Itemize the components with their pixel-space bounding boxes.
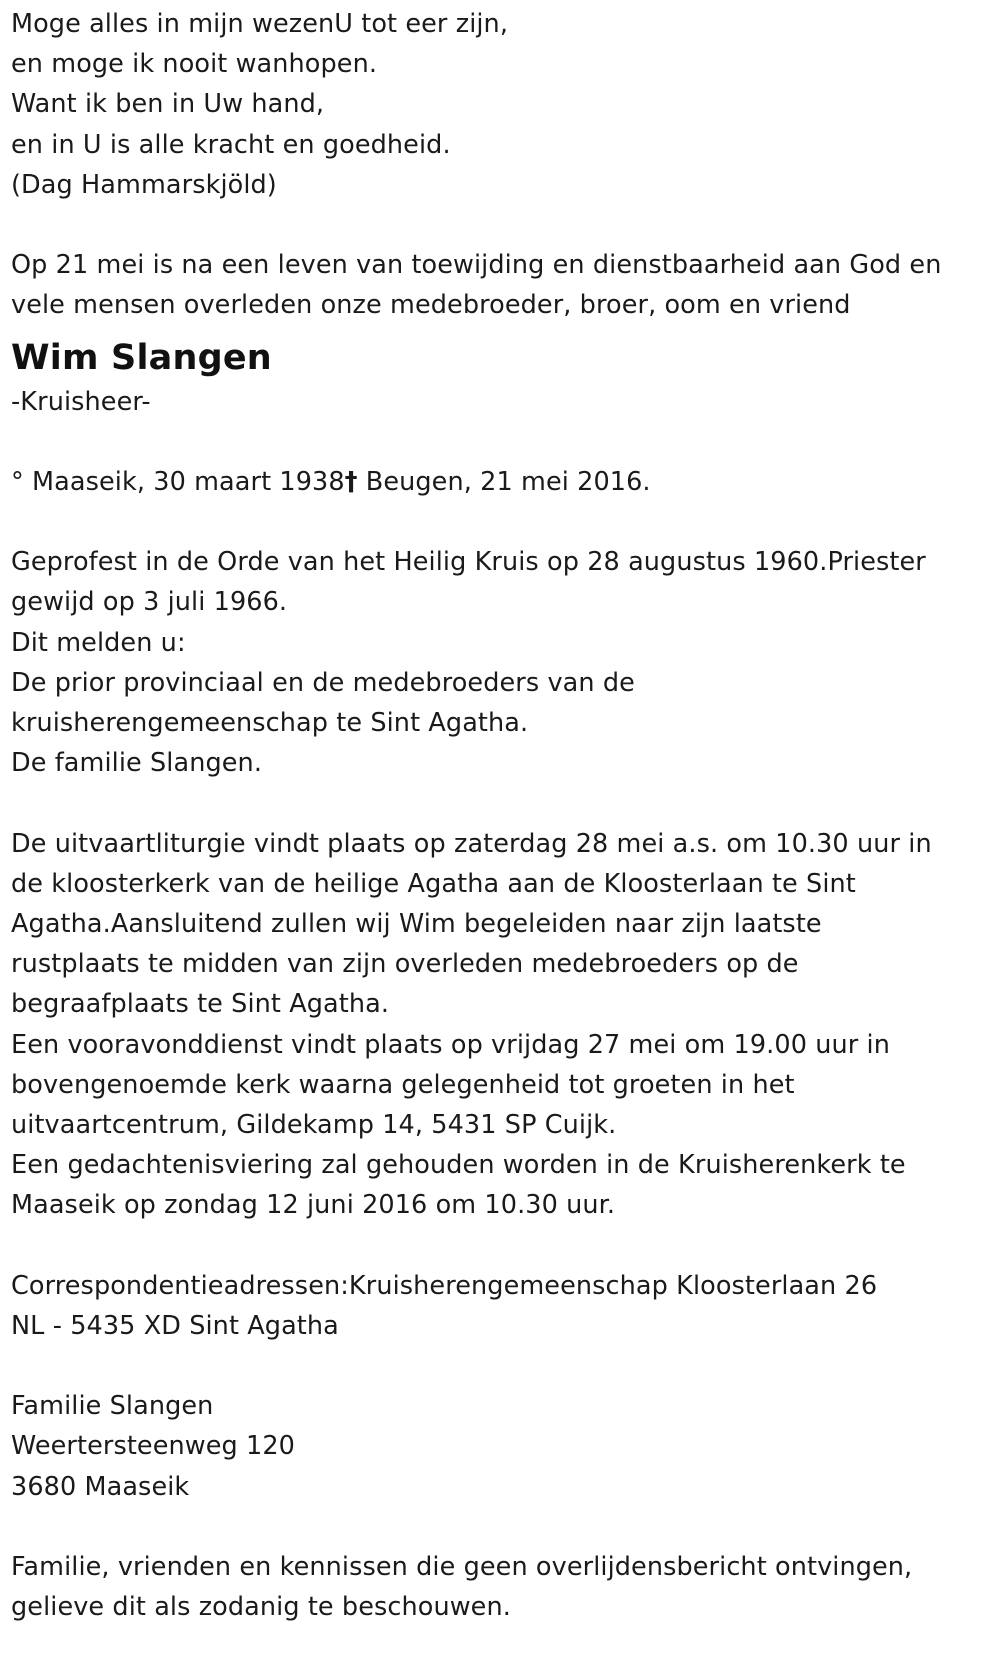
family-address-line: 3680 Maaseik: [11, 1471, 190, 1502]
poem-line: en in U is alle kracht en goedheid.: [11, 129, 451, 160]
intro-block: [11, 245, 986, 325]
deceased-name: Wim Slangen: [11, 337, 272, 378]
closing-line: gelieve dit als zodanig te beschouwen.: [11, 1592, 511, 1623]
obituary-page: [11, 4, 986, 1627]
birth-death-line: [11, 462, 986, 502]
deceased-title: -Kruisheer-: [11, 386, 151, 417]
correspondence-block: [11, 1266, 986, 1346]
family-address-line: Weertersteenweg 120: [11, 1431, 295, 1462]
spacer: [11, 1346, 986, 1386]
announcement-line: De familie Slangen.: [11, 748, 263, 779]
funeral-line: Agatha.Aansluitend zullen wij Wim begeleiden naar zijn laatste: [11, 908, 822, 939]
intro-line: Op 21 mei is na een leven van toewijding en dienstbaarheid aan God en: [11, 250, 942, 281]
funeral-line: begraafplaats te Sint Agatha.: [11, 989, 390, 1020]
funeral-line: bovengenoemde kerk waarna gelegenheid tot groeten in het: [11, 1069, 795, 1100]
announcement-line: Geprofest in de Orde van het Heilig Kruis op 28 augustus 1960.Priester: [11, 547, 926, 578]
closing-block: [11, 1547, 986, 1627]
announcement-line: Dit melden u:: [11, 627, 186, 658]
poem-line: Moge alles in mijn wezenU tot eer zijn,: [11, 9, 509, 39]
announcement-block: [11, 542, 986, 783]
poem-line: en moge ik nooit wanhopen.: [11, 49, 378, 80]
death-info: Beugen, 21 mei 2016.: [357, 466, 651, 497]
family-address-block: [11, 1386, 986, 1507]
funeral-line: uitvaartcentrum, Gildekamp 14, 5431 SP Cuijk.: [11, 1109, 617, 1140]
funeral-block: [11, 824, 986, 1226]
spacer: [11, 502, 986, 542]
birth-info: ° Maaseik, 30 maart 1938: [11, 466, 345, 497]
correspondence-line: NL - 5435 XD Sint Agatha: [11, 1310, 339, 1341]
announcement-line: kruisherengemeenschap te Sint Agatha.: [11, 708, 529, 738]
spacer: [11, 1507, 986, 1547]
closing-line: Familie, vrienden en kennissen die geen overlijdensbericht ontvingen,: [11, 1551, 913, 1582]
funeral-line: rustplaats te midden van zijn overleden medebroeders op de: [11, 949, 799, 980]
spacer: [11, 205, 986, 245]
spacer: [11, 783, 986, 823]
poem-attribution: (Dag Hammarskjöld): [11, 169, 277, 200]
funeral-line: Maaseik op zondag 12 juni 2016 om 10.30 uur.: [11, 1190, 616, 1221]
family-address-line: Familie Slangen: [11, 1391, 214, 1422]
spacer: [11, 1225, 986, 1265]
poem-line: Want ik ben in Uw hand,: [11, 89, 325, 120]
funeral-line: De uitvaartliturgie vindt plaats op zaterdag 28 mei a.s. om 10.30 uur in: [11, 828, 932, 859]
funeral-line: Een vooravonddienst vindt plaats op vrijdag 27 mei om 19.00 uur in: [11, 1029, 890, 1060]
spacer: [11, 422, 986, 462]
poem-block: [11, 4, 986, 205]
funeral-line: de kloosterkerk van de heilige Agatha aan de Kloosterlaan te Sint: [11, 868, 856, 899]
announcement-line: gewijd op 3 juli 1966.: [11, 587, 288, 618]
announcement-line: De prior provinciaal en de medebroeders van de: [11, 667, 635, 698]
funeral-line: Een gedachtenisviering zal gehouden worden in de Kruisherenkerk te: [11, 1150, 906, 1181]
cross-icon: †: [344, 466, 358, 497]
correspondence-line: Correspondentieadressen:Kruisherengemeenschap Kloosterlaan 26: [11, 1270, 878, 1301]
intro-line: vele mensen overleden onze medebroeder, broer, oom en vriend: [11, 290, 851, 321]
